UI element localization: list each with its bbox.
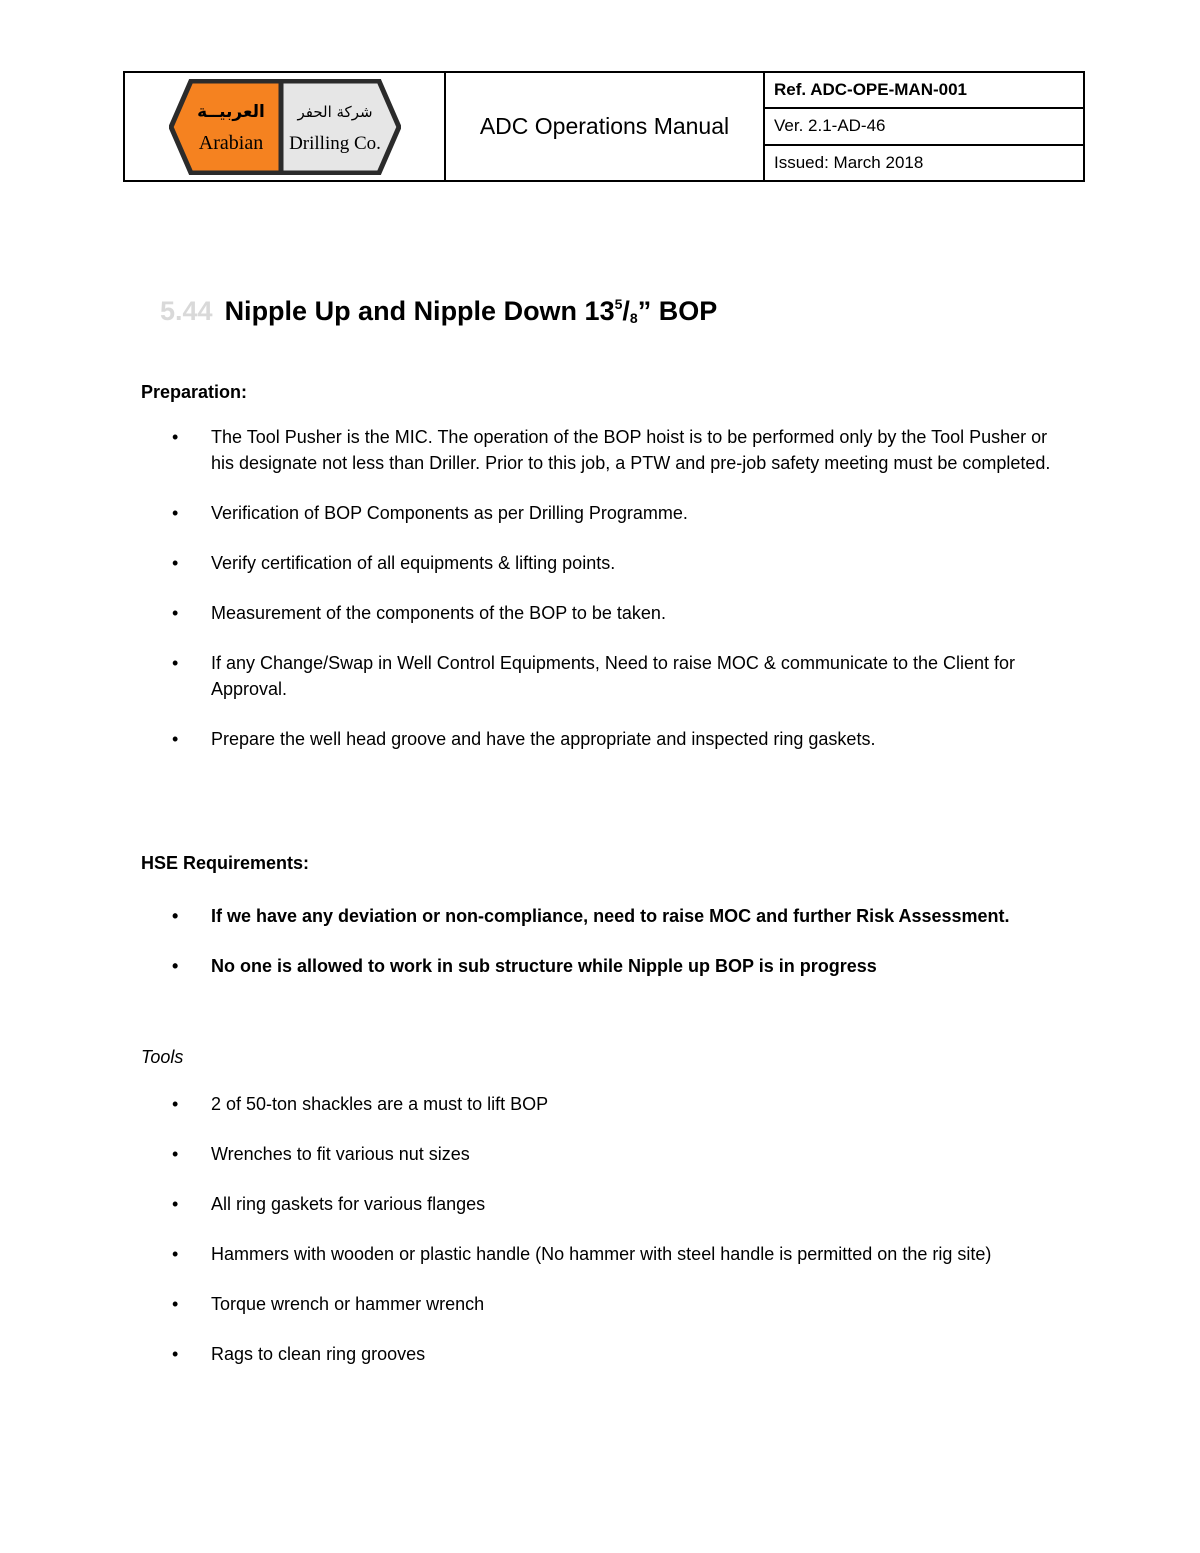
logo-arabic-right: شركة الحفر xyxy=(296,102,373,121)
list-item-text: Wrenches to fit various nut sizes xyxy=(211,1144,470,1164)
fraction-numerator: 5 xyxy=(614,296,623,312)
document-ref: Ref. ADC-OPE-MAN-001 xyxy=(765,73,1083,109)
bullet-icon: • xyxy=(172,729,179,749)
bullet-icon: • xyxy=(172,1144,179,1164)
logo-cell xyxy=(125,73,446,180)
manual-title: ADC Operations Manual xyxy=(446,73,765,180)
tools-heading: Tools xyxy=(141,1047,184,1067)
bullet-icon: • xyxy=(172,427,179,447)
preparation-heading: Preparation: xyxy=(141,382,248,402)
list-item-text: If we have any deviation or non-compliance, need to raise MOC and further Risk Assessment. xyxy=(211,906,1010,926)
list-item xyxy=(141,1141,1051,1167)
list-item-text: Hammers with wooden or plastic handle (No hammer with steel handle is permitted on the rig site) xyxy=(211,1244,992,1264)
logo-english-right: Drilling Co. xyxy=(288,132,381,154)
list-item-text: If any Change/Swap in Well Control Equipments, Need to raise MOC & communicate to the Client for Approval. xyxy=(211,653,1016,699)
tools-list xyxy=(141,1091,1051,1367)
bullet-icon: • xyxy=(172,906,179,926)
list-item xyxy=(141,903,1051,929)
logo-english-left: Arabian xyxy=(198,131,263,154)
fraction-denominator: 8 xyxy=(629,310,638,326)
document-header xyxy=(123,71,1085,182)
list-item xyxy=(141,424,1051,476)
bullet-icon: • xyxy=(172,956,179,976)
list-item xyxy=(141,1191,1051,1217)
hse-heading: HSE Requirements: xyxy=(141,853,310,873)
list-item xyxy=(141,1091,1051,1117)
list-item-text: Rags to clean ring grooves xyxy=(211,1344,426,1364)
section-title xyxy=(160,296,717,327)
list-item-text: The Tool Pusher is the MIC. The operation of the BOP hoist is to be performed only by the Tool Pusher or his designate not less than Driller. Prior to this job, a PTW and pre-job safety meeting must be completed. xyxy=(211,427,1051,473)
section-title-prefix: Nipple Up and Nipple Down 13 xyxy=(224,296,615,326)
list-item xyxy=(141,1241,1051,1267)
list-item xyxy=(141,550,1051,576)
bullet-icon: • xyxy=(172,503,179,523)
list-item-text: Torque wrench or hammer wrench xyxy=(211,1294,485,1314)
document-version: Ver. 2.1-AD-46 xyxy=(765,109,1083,145)
bullet-icon: • xyxy=(172,553,179,573)
preparation-list xyxy=(141,424,1051,752)
bullet-icon: • xyxy=(172,1094,179,1114)
list-item-text: All ring gaskets for various flanges xyxy=(211,1194,486,1214)
logo-arabic-left: العربيــة xyxy=(196,101,265,122)
list-item xyxy=(141,1291,1051,1317)
bullet-icon: • xyxy=(172,653,179,673)
list-item xyxy=(141,953,1051,979)
list-item xyxy=(141,500,1051,526)
bullet-icon: • xyxy=(172,1194,179,1214)
list-item xyxy=(141,600,1051,626)
list-item-text: No one is allowed to work in sub structure while Nipple up BOP is in progress xyxy=(211,956,877,976)
list-item xyxy=(141,650,1051,702)
list-item-text: Prepare the well head groove and have the appropriate and inspected ring gaskets. xyxy=(211,729,876,749)
bullet-icon: • xyxy=(172,1244,179,1264)
fraction-slash: / xyxy=(622,296,630,326)
list-item-text: Verify certification of all equipments & lifting points. xyxy=(211,553,616,573)
bullet-icon: • xyxy=(172,1294,179,1314)
reference-cell xyxy=(765,73,1083,180)
list-item-text: Measurement of the components of the BOP to be taken. xyxy=(211,603,666,623)
document-issued-date: Issued: March 2018 xyxy=(774,152,924,172)
hse-list xyxy=(141,903,1051,979)
arabian-drilling-logo xyxy=(169,79,401,175)
section-number: 5.44 xyxy=(160,296,213,326)
bullet-icon: • xyxy=(172,1344,179,1364)
section-title-suffix: ” BOP xyxy=(637,296,718,326)
bullet-icon: • xyxy=(172,603,179,623)
list-item-text: 2 of 50-ton shackles are a must to lift BOP xyxy=(211,1094,549,1114)
list-item-text: Verification of BOP Components as per Drilling Programme. xyxy=(211,503,688,523)
list-item xyxy=(141,726,1051,752)
list-item xyxy=(141,1341,1051,1367)
